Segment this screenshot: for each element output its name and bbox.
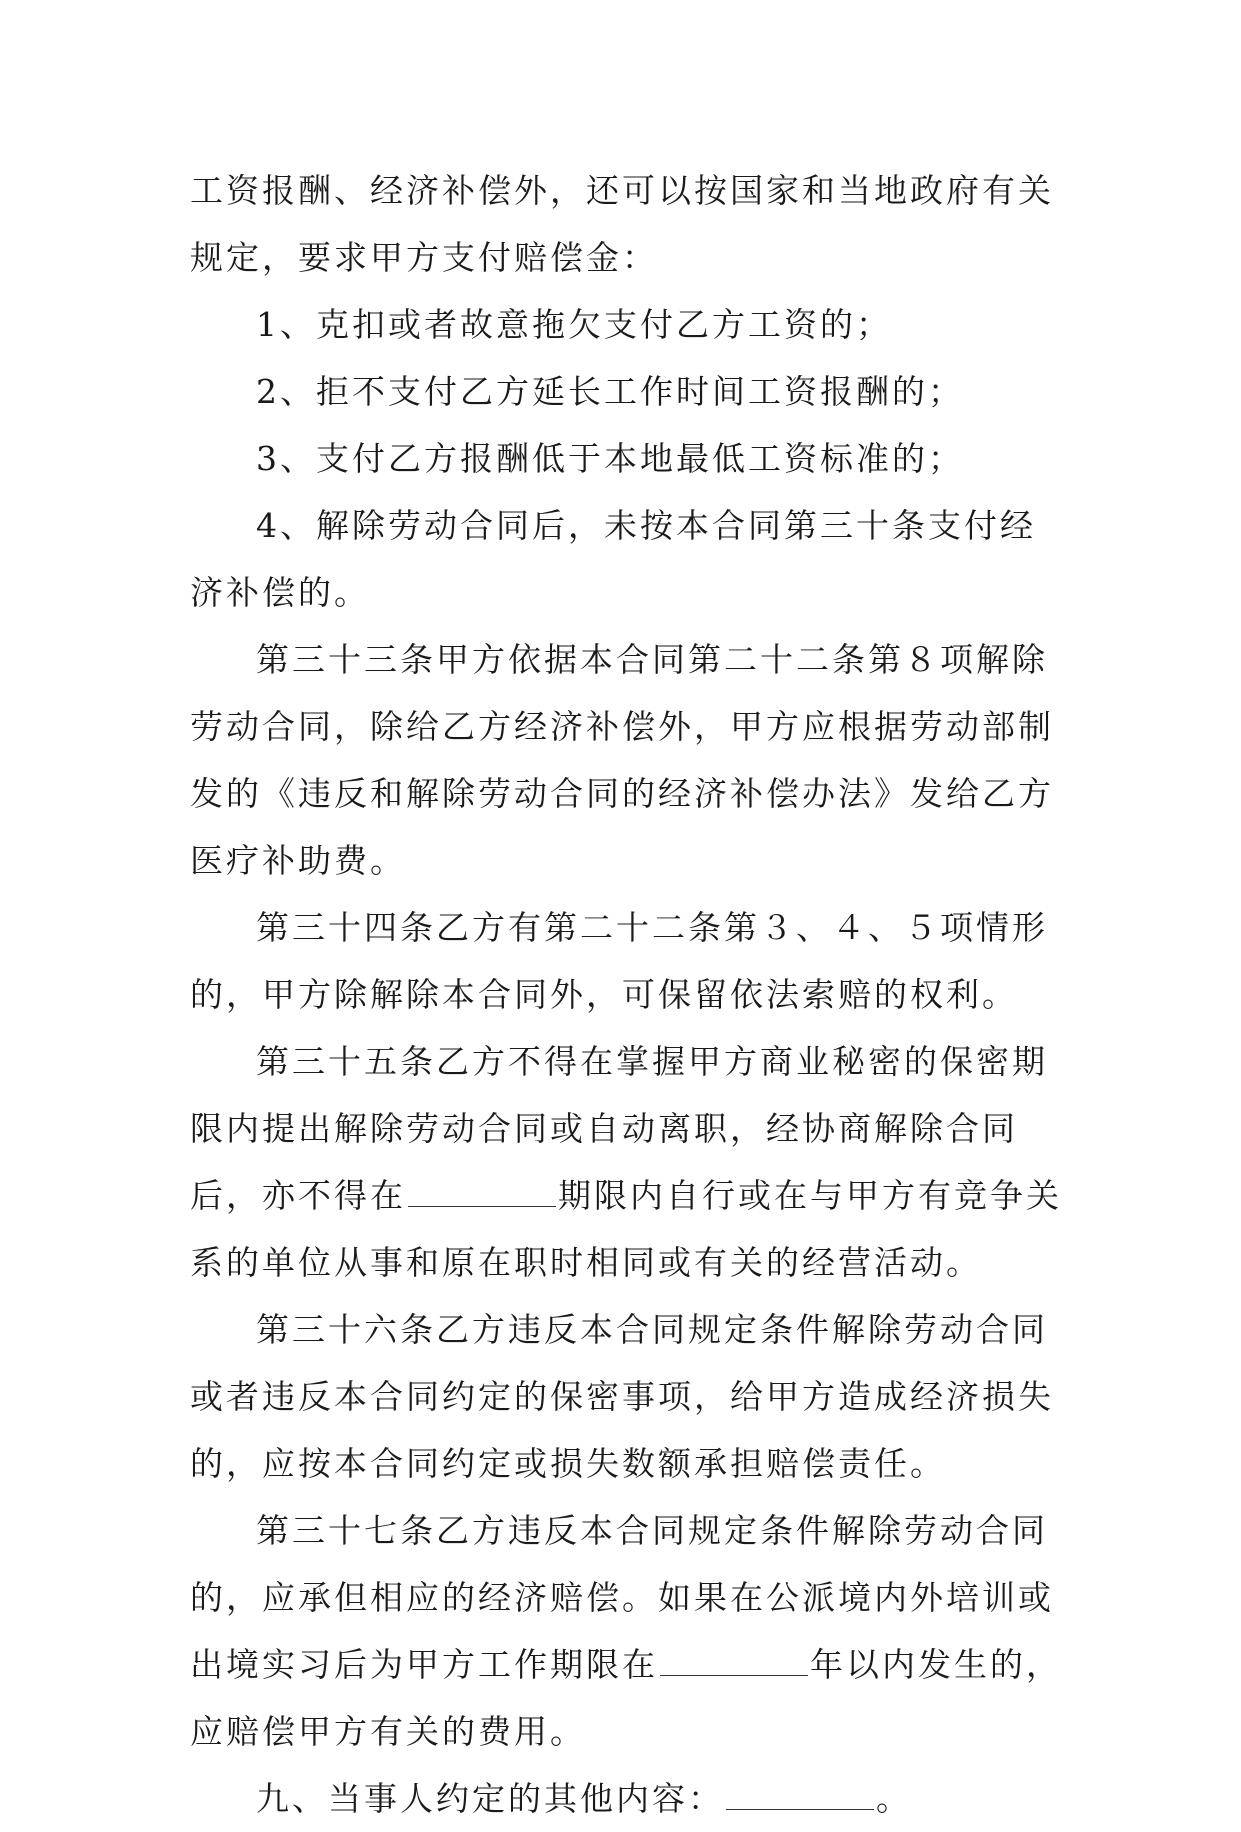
paragraph-text: 第三十三条甲方依据本合同第二十二条第８项解除劳动合同，除给乙方经济补偿外，甲方应根据劳动部制发的《违反和解除劳动合同的经济补偿办法》发给乙方医疗补助费。 bbox=[190, 640, 1054, 880]
paragraph-text: 4、解除劳动合同后，未按本合同第三十条支付经济补偿的。 bbox=[190, 506, 1036, 612]
list-item-1 bbox=[190, 291, 1070, 358]
fill-in-blank bbox=[660, 1645, 808, 1676]
paragraph-text: 第三十四条乙方有第二十二条第３、４、５项情形的，甲方除解除本合同外，可保留依法索赔的权利。 bbox=[190, 908, 1048, 1014]
fill-in-blank bbox=[408, 1176, 556, 1207]
paragraph-text: 期限内自行或在与甲方有竞争关系的单位从事和原在职时相同或有关的经营活动。 bbox=[190, 1176, 1062, 1282]
paragraph-text: 3、支付乙方报酬低于本地最低工资标准的； bbox=[256, 439, 964, 478]
section-9 bbox=[190, 1765, 1070, 1832]
paragraph-continuation bbox=[190, 157, 1070, 291]
paragraph-text: 工资报酬、经济补偿外，还可以按国家和当地政府有关规定，要求甲方支付赔偿金： bbox=[190, 171, 1054, 277]
paragraph-text: 。 bbox=[876, 1779, 912, 1818]
paragraph-text: 2、拒不支付乙方延长工作时间工资报酬的； bbox=[256, 372, 964, 411]
article-36 bbox=[190, 1296, 1070, 1497]
article-33 bbox=[190, 626, 1070, 894]
article-37 bbox=[190, 1497, 1070, 1765]
fill-in-blank bbox=[726, 1779, 874, 1810]
list-item-3 bbox=[190, 425, 1070, 492]
paragraph-text: 年以内发生的，应赔偿甲方有关的费用。 bbox=[190, 1645, 1062, 1751]
paragraph-text: 第三十六条乙方违反本合同规定条件解除劳动合同或者违反本合同约定的保密事项，给甲方造成经济损失的，应按本合同约定或损失数额承担赔偿责任。 bbox=[190, 1310, 1054, 1483]
article-35 bbox=[190, 1028, 1070, 1296]
paragraph-text: 1、克扣或者故意拖欠支付乙方工资的； bbox=[256, 305, 892, 344]
list-item-2 bbox=[190, 358, 1070, 425]
paragraph-text: 第三十七条乙方违反本合同规定条件解除劳动合同的，应承但相应的经济赔偿。如果在公派境内外培训或出境实习后为甲方工作期限在 bbox=[190, 1511, 1054, 1684]
list-item-4 bbox=[190, 492, 1070, 626]
document-body bbox=[190, 157, 1070, 1832]
article-34 bbox=[190, 894, 1070, 1028]
paragraph-text: 第三十五条乙方不得在掌握甲方商业秘密的保密期限内提出解除劳动合同或自动离职，经协商解除合同后，亦不得在 bbox=[190, 1042, 1048, 1215]
paragraph-text: 九、当事人约定的其他内容： bbox=[256, 1779, 724, 1818]
